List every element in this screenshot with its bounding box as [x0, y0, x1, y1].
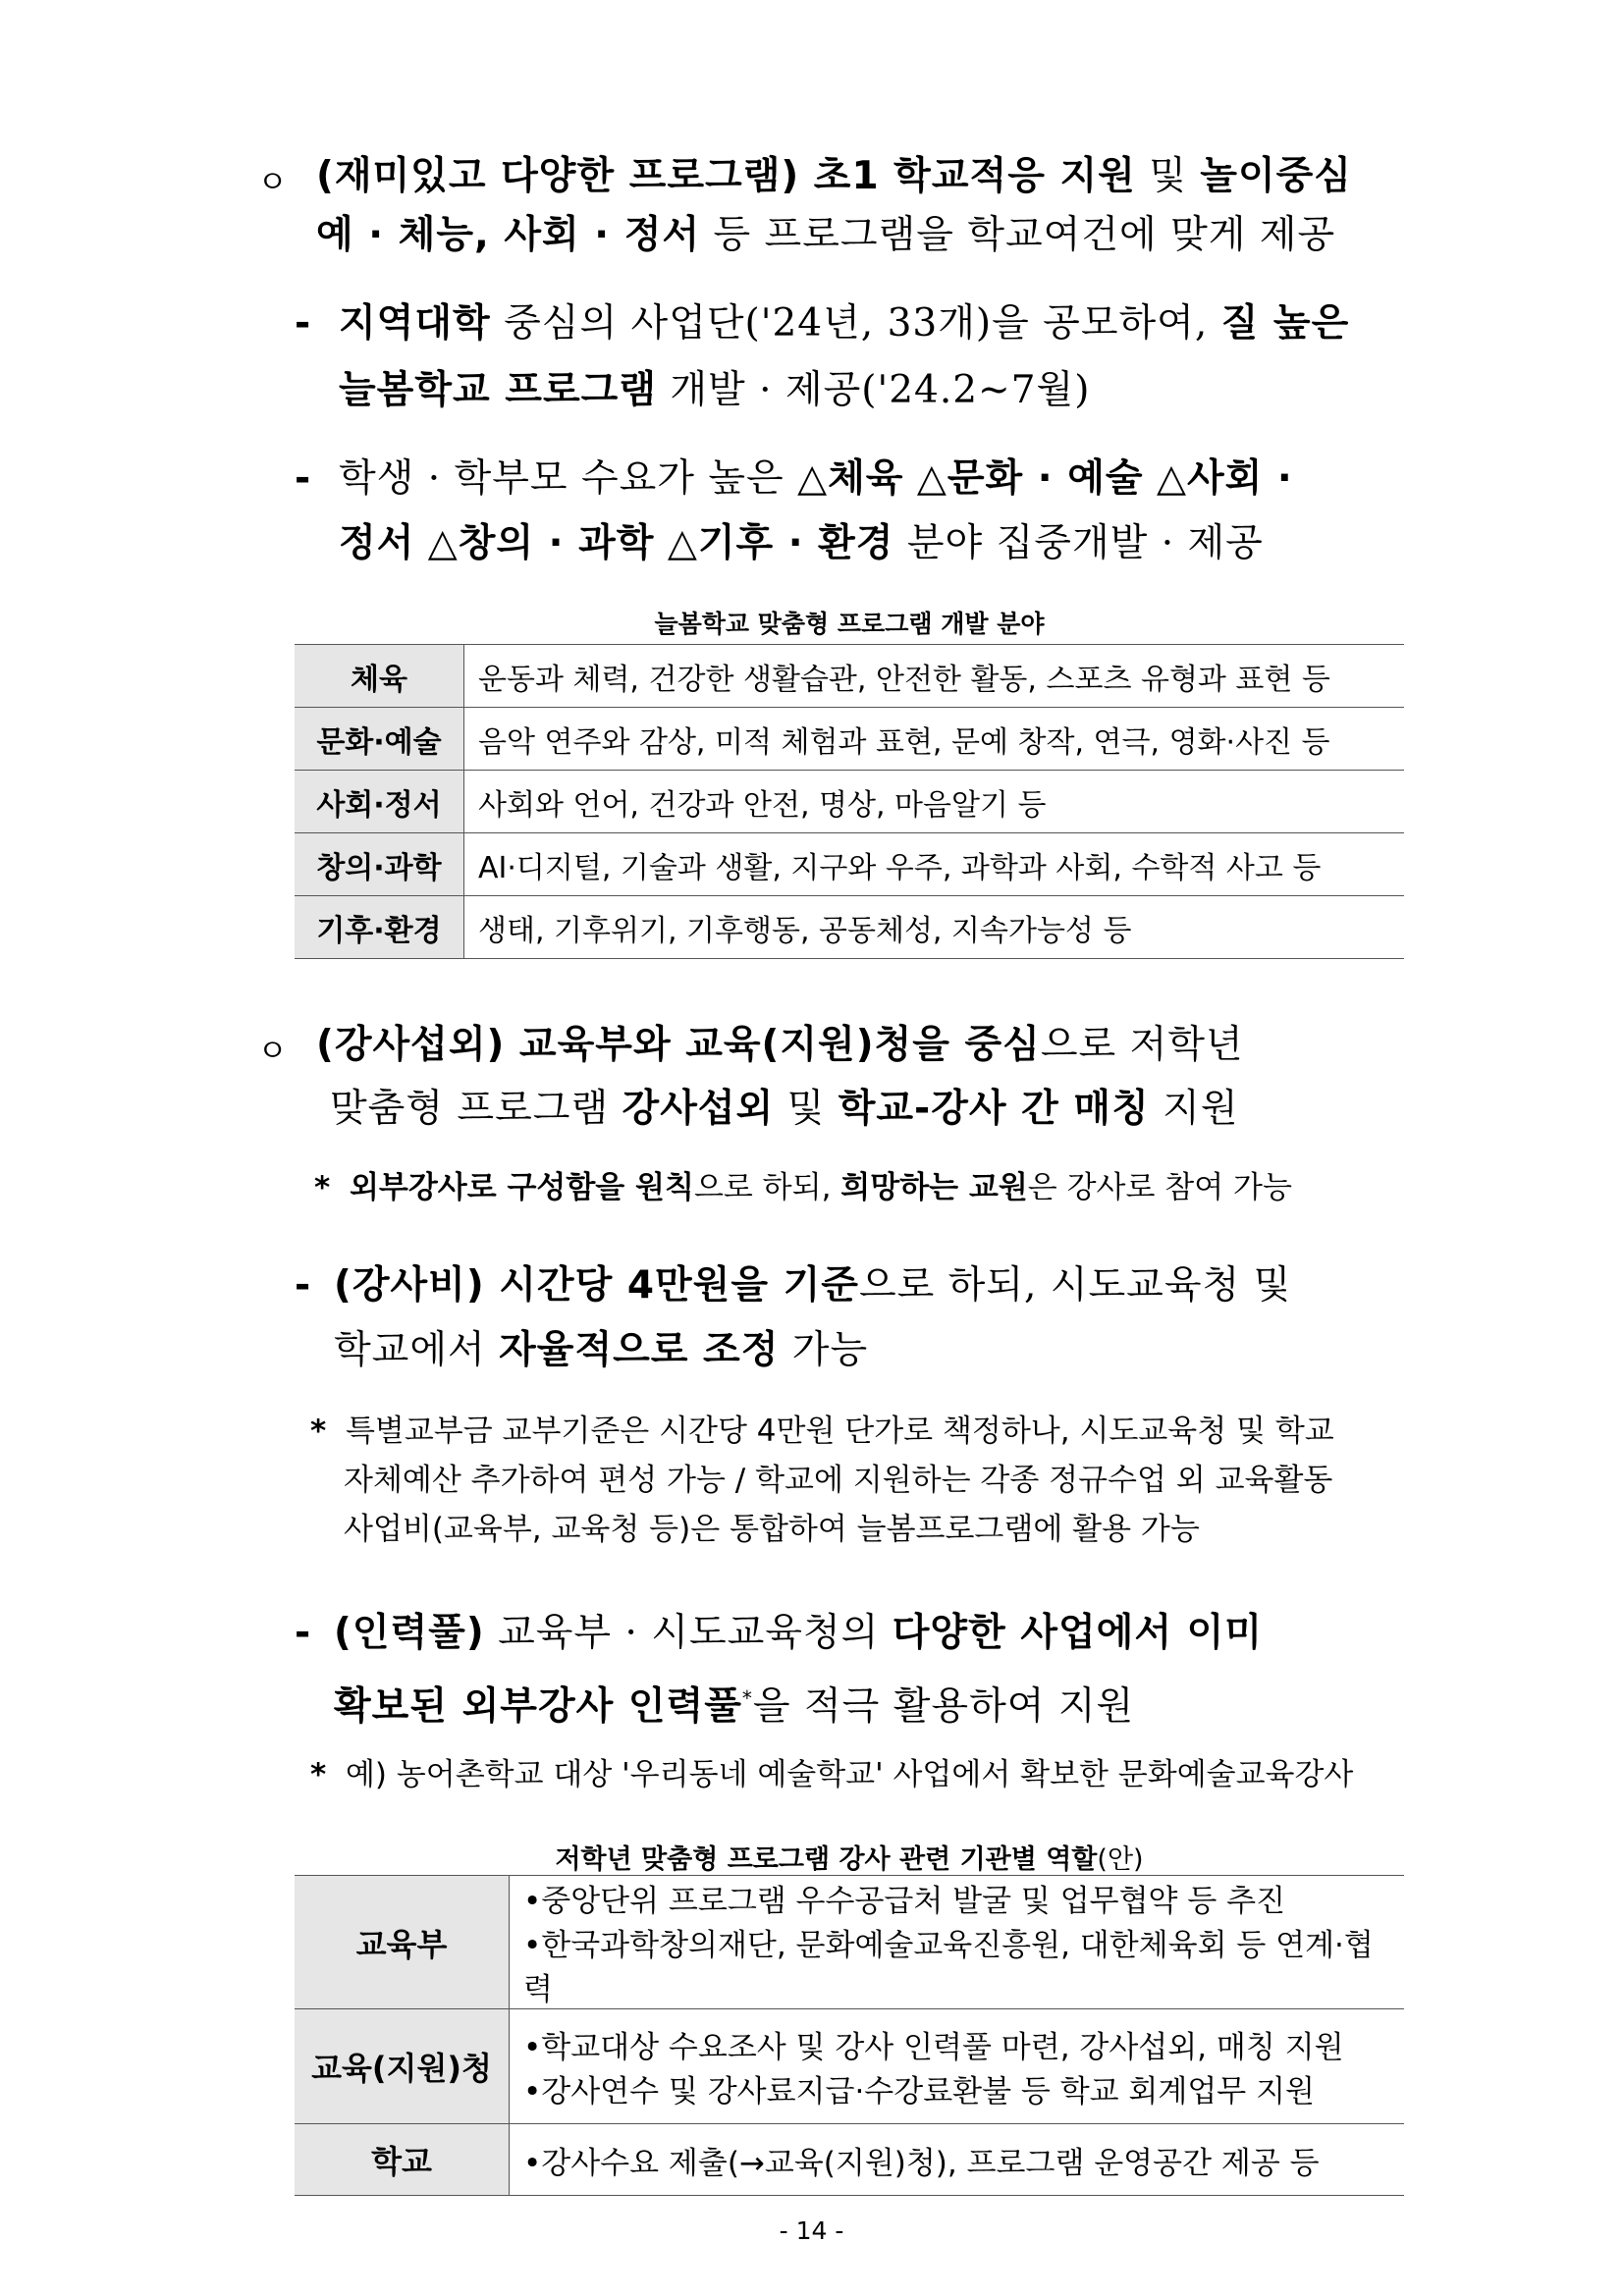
- heading-plain-text: 및: [1135, 154, 1201, 198]
- item-plain-text: △: [903, 456, 947, 501]
- heading-bold-text: (재미있고 다양한 프로그램) 초1 학교적응 지원: [316, 154, 1136, 198]
- item-plain-text: 중심의 사업단('24년, 33개)을 공모하여,: [490, 301, 1221, 346]
- role-line: •중앙단위 프로그램 우수공급처 발굴 및 업무협약 등 추진: [523, 1884, 1286, 1919]
- item-plain-text: 으로 하되, 시도교육청 및: [858, 1263, 1292, 1308]
- item-bold-text: 늘봄학교 프로그램: [339, 368, 657, 412]
- circle-bullet: ㅇ: [257, 1032, 288, 1069]
- item-bold-text: 사회 ·: [1186, 456, 1293, 501]
- role-line: •학교대상 수요조사 및 강사 인력풀 마련, 강사섭외, 매칭 지원: [523, 2030, 1344, 2065]
- agency-roles-table: [295, 1875, 1404, 2196]
- section2-note2-line3: 사업비(교육부, 교육청 등)은 통합하여 늘봄프로그램에 활용 가능: [344, 1512, 1200, 1547]
- note-text: 특별교부금 교부기준은 시간당 4만원 단가로 책정하나, 시도교육청 및 학교: [345, 1414, 1334, 1449]
- section2-item1-line1: [334, 1262, 1291, 1309]
- note-star: *: [314, 1170, 331, 1205]
- table2-caption: [295, 1838, 1404, 1876]
- table-content-cell: [510, 1876, 1405, 2009]
- table-category-cell: 학교: [295, 2124, 510, 2196]
- footnote-mark: *: [741, 1686, 753, 1710]
- section1-heading-line2: [316, 212, 1335, 259]
- item-bold-text: 다양한 사업에서 이미: [892, 1611, 1263, 1655]
- section2-item2-line1: [334, 1610, 1263, 1657]
- item-bold-text: 문화 · 예술: [947, 456, 1144, 501]
- section2-note1: [314, 1168, 1292, 1207]
- item-plain-text: 학생 · 학부모 수요가 높은 △: [339, 456, 829, 501]
- heading-bold-text: (강사섭외) 교육부와 교육(지원)청을 중심: [316, 1023, 1041, 1067]
- table-content-cell: 생태, 기후위기, 기후행동, 공동체성, 지속가능성 등: [464, 896, 1405, 959]
- item-plain-text: 학교에서: [334, 1328, 500, 1372]
- item-plain-text: 가능: [779, 1328, 869, 1372]
- dash-bullet: -: [295, 1611, 312, 1655]
- caption-bold-text: 저학년 맞춤형 프로그램 강사 관련 기관별 역할: [555, 1844, 1098, 1875]
- table-row: [295, 2009, 1404, 2124]
- section1-item1-line1: [339, 300, 1349, 347]
- table-row: [295, 708, 1404, 771]
- item-plain-text: △: [1143, 456, 1187, 501]
- table-category-cell: 창의·과학: [295, 833, 464, 896]
- table1-caption: 늘봄학교 맞춤형 프로그램 개발 분야: [654, 610, 1045, 638]
- table-content-cell: 사회와 언어, 건강과 안전, 명상, 마음알기 등: [464, 771, 1405, 833]
- item-bold-text: 체육: [828, 456, 904, 501]
- note-bold-text: 희망하는 교원: [840, 1170, 1028, 1205]
- section2-heading-line1: [316, 1022, 1244, 1069]
- table-row: [295, 771, 1404, 833]
- heading-bold-text: 강사섭외: [622, 1087, 775, 1131]
- note-plain-text: 은 강사로 참여 가능: [1027, 1170, 1292, 1205]
- item-bold-text: 자율적으로 조정: [499, 1328, 780, 1372]
- item-plain-text: 을 적극 활용하여 지원: [752, 1684, 1135, 1729]
- section2-item2-line2: [334, 1675, 1134, 1731]
- table-category-cell: 교육(지원)청: [295, 2009, 510, 2124]
- table-row: [295, 645, 1404, 708]
- item-plain-text: △: [414, 521, 459, 565]
- item-plain-text: 개발 · 제공('24.2~7월): [656, 368, 1091, 412]
- item-plain-text: 교육부 · 시도교육청의: [484, 1611, 893, 1655]
- note-star: *: [310, 1757, 327, 1792]
- dash-bullet: -: [295, 301, 312, 346]
- table-content-cell: [510, 2124, 1405, 2196]
- table-category-cell: 교육부: [295, 1876, 510, 2009]
- program-fields-table: [295, 644, 1404, 959]
- table-content-cell: [510, 2009, 1405, 2124]
- table-content-cell: 운동과 체력, 건강한 생활습관, 안전한 활동, 스포츠 유형과 표현 등: [464, 645, 1405, 708]
- item-plain-text: 분야 집중개발 · 제공: [893, 521, 1264, 565]
- item-bold-text: 정서: [339, 521, 415, 565]
- item-bold-text: 기후 · 환경: [697, 521, 894, 565]
- role-line: •한국과학창의재단, 문화예술교육진흥원, 대한체육회 등 연계·협력: [523, 1928, 1374, 2007]
- table-row: [295, 1876, 1404, 2009]
- heading-plain-text: 으로 저학년: [1040, 1023, 1244, 1067]
- circle-bullet: ㅇ: [257, 163, 288, 200]
- heading-plain-text: 및: [774, 1087, 839, 1131]
- dash-bullet: -: [295, 1263, 312, 1308]
- item-bold-text: 창의 · 과학: [458, 521, 655, 565]
- section1-item1-line2: [339, 367, 1090, 414]
- item-bold-text: (강사비) 시간당 4만원을 기준: [334, 1263, 859, 1308]
- heading-bold-text: 예 · 체능, 사회 · 정서: [316, 213, 701, 257]
- section1-item2-line1: [339, 455, 1293, 503]
- item-bold-text: 확보된 외부강사 인력풀: [334, 1684, 742, 1729]
- table-content-cell: AI·디지털, 기술과 생활, 지구와 우주, 과학과 사회, 수학적 사고 등: [464, 833, 1405, 896]
- item-bold-text: 지역대학: [339, 301, 491, 346]
- table-row: [295, 2124, 1404, 2196]
- heading-plain-text: 등 프로그램을 학교여건에 맞게 제공: [700, 213, 1336, 257]
- heading-plain-text: 맞춤형 프로그램: [330, 1087, 622, 1131]
- heading-bold-text: 놀이중심: [1200, 154, 1352, 198]
- dash-bullet: -: [295, 456, 312, 501]
- item-bold-text: (인력풀): [334, 1611, 485, 1655]
- section1-item2-line2: [339, 520, 1264, 567]
- note-plain-text: 으로 하되,: [693, 1170, 841, 1205]
- item-bold-text: 질 높은: [1220, 301, 1350, 346]
- caption-plain-text: (안): [1097, 1844, 1144, 1875]
- table-row: [295, 896, 1404, 959]
- page-number: - 14 -: [779, 2216, 844, 2245]
- section2-note2-line2: 자체예산 추가하여 편성 가능 / 학교에 지원하는 각종 정규수업 외 교육활동: [344, 1463, 1333, 1498]
- table-row: [295, 833, 1404, 896]
- table-category-cell: 사회·정서: [295, 771, 464, 833]
- section2-item1-line2: [334, 1327, 868, 1374]
- heading-bold-text: 학교-강사 간 매칭: [838, 1087, 1150, 1131]
- item-plain-text: △: [654, 521, 698, 565]
- section2-note2-line1: [310, 1412, 1334, 1451]
- table-category-cell: 문화·예술: [295, 708, 464, 771]
- role-line: •강사연수 및 강사료지급·수강료환불 등 학교 회계업무 지원: [523, 2074, 1315, 2109]
- section2-heading-line2: [330, 1086, 1239, 1133]
- table-content-cell: 음악 연주와 감상, 미적 체험과 표현, 문예 창작, 연극, 영화·사진 등: [464, 708, 1405, 771]
- section1-heading-line1: [316, 153, 1352, 200]
- note-star: *: [310, 1414, 327, 1449]
- note-text: 예) 농어촌학교 대상 '우리동네 예술학교' 사업에서 확보한 문화예술교육강사: [345, 1757, 1354, 1792]
- table-category-cell: 기후·환경: [295, 896, 464, 959]
- note-bold-text: 외부강사로 구성함을 원칙: [349, 1170, 694, 1205]
- heading-plain-text: 지원: [1149, 1087, 1239, 1131]
- section2-note3: [310, 1755, 1353, 1794]
- role-line: •강사수요 제출(→교육(지원)청), 프로그램 운영공간 제공 등: [523, 2145, 1320, 2181]
- table-category-cell: 체육: [295, 645, 464, 708]
